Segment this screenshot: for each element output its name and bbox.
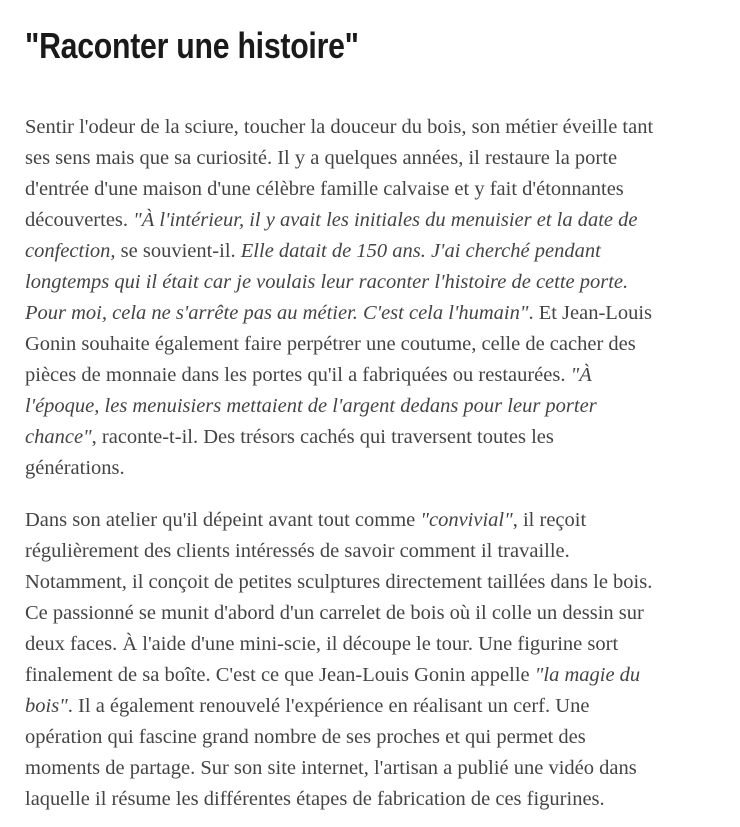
body-text: découvertes.: [25, 209, 134, 231]
body-text: ses sens mais que sa curiosité. Il y a quelques années, il restaure la porte: [25, 147, 618, 169]
text-line: [25, 784, 725, 815]
paragraph-1: [25, 112, 725, 484]
text-line: [25, 422, 725, 453]
body-text: . Et Jean-Louis: [528, 302, 652, 324]
quote-text: chance": [25, 426, 92, 448]
body-text: , raconte-t-il. Des trésors cachés qui traversent toutes les: [91, 426, 554, 448]
body-text: deux faces. À l'aide d'une mini-scie, il découpe le tour. Une figurine sort: [25, 633, 619, 655]
text-line: [25, 536, 725, 567]
quote-text: "À l'intérieur, il y avait les initiales du menuisier et la date de: [133, 209, 638, 231]
paragraph-2: [25, 505, 725, 815]
body-text: Dans son atelier qu'il dépeint avant tout comme: [25, 509, 421, 531]
quote-text: "À: [570, 364, 592, 386]
body-text: générations.: [25, 457, 125, 479]
body-text: régulièrement des clients intéressés de savoir comment il travaille.: [25, 540, 570, 562]
text-line: [25, 112, 725, 143]
body-text: Ce passionné se munit d'abord d'un carrelet de bois où il colle un dessin sur: [25, 602, 644, 624]
quote-text: "convivial": [420, 509, 513, 531]
text-line: [25, 505, 725, 536]
text-line: [25, 236, 725, 267]
body-text: . Il a également renouvelé l'expérience en réalisant un cerf. Une: [67, 695, 590, 717]
text-line: [25, 753, 725, 784]
text-line: [25, 298, 725, 329]
body-text: , il reçoit: [512, 509, 587, 531]
text-line: [25, 567, 725, 598]
text-line: [25, 174, 725, 205]
text-line: [25, 143, 725, 174]
text-line: [25, 391, 725, 422]
body-text: opération qui fascine grand nombre de ses proches et qui permet des: [25, 726, 586, 748]
body-text: laquelle il résume les différentes étapes de fabrication de ces figurines.: [25, 788, 605, 810]
text-line: [25, 660, 725, 691]
quote-text: Pour moi, cela ne s'arrête pas au métier. C'est cela l'humain": [25, 302, 529, 324]
text-line: [25, 691, 725, 722]
body-text: d'entrée d'une maison d'une célèbre famille calvaise et y fait d'étonnantes: [25, 178, 624, 200]
text-line: [25, 453, 725, 484]
quote-text: longtemps qui il était car je voulais leur raconter l'histoire de cette porte.: [25, 271, 629, 293]
quote-text: Elle datait de 150 ans. J'ai cherché pendant: [240, 240, 601, 262]
text-line: [25, 360, 725, 391]
text-line: [25, 598, 725, 629]
text-line: [25, 629, 725, 660]
quote-text: confection,: [25, 240, 116, 262]
body-text: moments de partage. Sur son site internet, l'artisan a publié une vidéo dans: [25, 757, 637, 779]
body-text: se souvient-il.: [115, 240, 241, 262]
text-line: [25, 329, 725, 360]
text-line: [25, 205, 725, 236]
body-text: Notamment, il conçoit de petites sculptures directement taillées dans le bois.: [25, 571, 653, 593]
quote-text: "la magie du: [534, 664, 641, 686]
body-text: pièces de monnaie dans les portes qu'il a fabriquées ou restaurées.: [25, 364, 571, 386]
body-text: finalement de sa boîte. C'est ce que Jean-Louis Gonin appelle: [25, 664, 535, 686]
body-text: Gonin souhaite également faire perpétrer une coutume, celle de cacher des: [25, 333, 636, 355]
text-line: [25, 267, 725, 298]
text-line: [25, 722, 725, 753]
body-text: Sentir l'odeur de la sciure, toucher la douceur du bois, son métier éveille tant: [25, 116, 654, 138]
quote-text: l'époque, les menuisiers mettaient de l'argent dedans pour leur porter: [25, 395, 597, 417]
section-heading: "Raconter une histoire": [25, 25, 359, 66]
quote-text: bois": [25, 695, 68, 717]
